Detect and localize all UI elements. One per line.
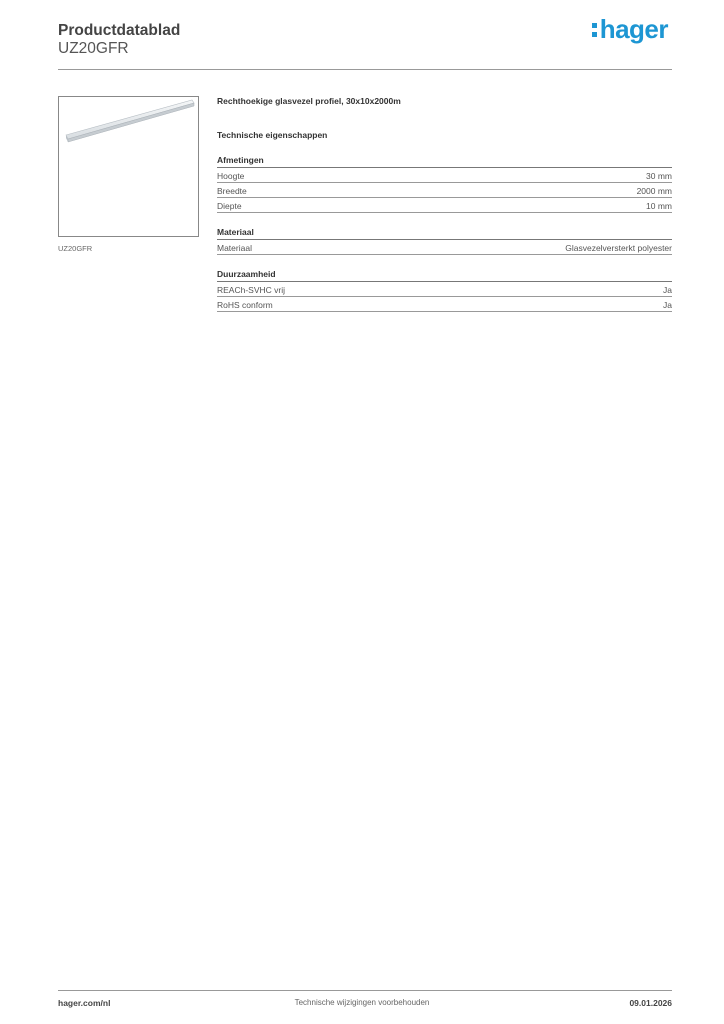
property-row [217, 281, 672, 296]
logo-colon-mark [592, 23, 597, 37]
property-value: Glasvezelversterkt polyester [565, 243, 672, 253]
group-divider [217, 311, 672, 312]
property-row [217, 296, 672, 311]
header-divider [58, 69, 672, 70]
technical-heading: Technische eigenschappen [217, 130, 328, 140]
property-label: Materiaal [217, 243, 252, 253]
property-row [217, 167, 672, 182]
property-value: Ja [663, 300, 672, 310]
group-divider [217, 254, 672, 255]
footer-divider [58, 990, 672, 991]
group-material [217, 227, 672, 255]
footer-website: hager.com/nl [58, 998, 111, 1008]
group-divider [217, 212, 672, 213]
product-description: Rechthoekige glasvezel profiel, 30x10x2000m [217, 96, 401, 106]
property-label: Hoogte [217, 171, 245, 181]
image-caption: UZ20GFR [58, 244, 93, 253]
property-value: 10 mm [646, 201, 672, 211]
property-label: REACh-SVHC vrij [217, 285, 286, 295]
group-heading: Materiaal [217, 227, 254, 237]
product-code: UZ20GFR [58, 40, 129, 57]
property-value: 30 mm [646, 171, 672, 181]
logo-wordmark: hager [599, 14, 668, 44]
product-details [217, 96, 672, 312]
page-title: Productdatablad [58, 22, 181, 39]
product-image [58, 96, 199, 237]
group-heading: Afmetingen [217, 155, 264, 165]
footer-note: Technische wijzigingen voorbehouden [294, 998, 430, 1007]
property-value: 2000 mm [636, 186, 672, 196]
hager-logo [592, 14, 668, 45]
group-sustainability [217, 269, 672, 312]
property-label: Diepte [217, 201, 242, 211]
property-label: RoHS conform [217, 300, 273, 310]
property-label: Breedte [217, 186, 247, 196]
group-dimensions [217, 155, 672, 213]
property-row [217, 239, 672, 254]
property-value: Ja [663, 285, 672, 295]
property-row [217, 182, 672, 197]
footer-date: 09.01.2026 [629, 998, 672, 1008]
property-row [217, 197, 672, 212]
fiberglass-profile-illustration [59, 97, 198, 236]
group-heading: Duurzaamheid [217, 269, 276, 279]
